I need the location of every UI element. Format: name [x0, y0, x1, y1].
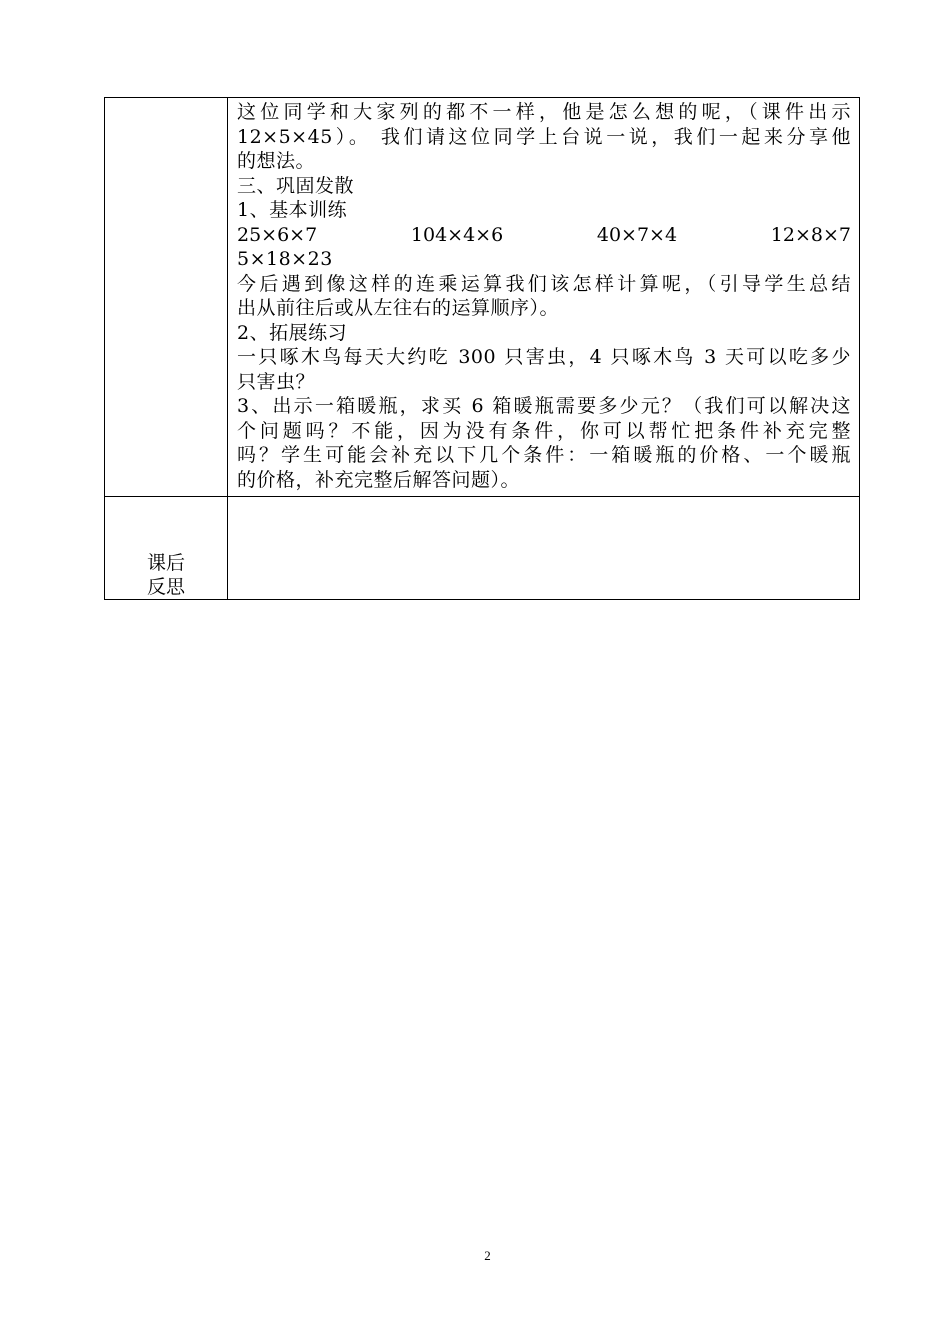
calc-expression: 5×18×23: [237, 248, 333, 270]
item-heading: 1、基本训练: [237, 199, 348, 221]
text-line: 12×5×45）。 我们请这位同学上台说一说，我们一起来分享他: [237, 125, 851, 148]
text-line: 的想法。: [237, 150, 316, 172]
calc-expression: 12×8×7: [770, 223, 851, 246]
reflection-label-line: 课后: [146, 552, 185, 574]
lesson-plan-table: [104, 97, 860, 600]
table-row: [105, 497, 860, 600]
section-heading: 三、巩固发散: [237, 174, 355, 197]
text-line: 吗？学生可能会补充以下几个条件：一箱暖瓶的价格、一个暖瓶: [237, 444, 851, 466]
calc-expression: 104×4×6: [410, 223, 504, 246]
row-label-empty: [105, 98, 228, 497]
text-line: 今后遇到像这样的连乘运算我们该怎样计算呢，（引导学生总结: [237, 272, 851, 295]
reflection-label: [105, 497, 228, 600]
lesson-content-cell: [228, 98, 860, 497]
text-line: 的价格，补充完整后解答问题）。: [237, 468, 521, 491]
text-line: 个问题吗？不能，因为没有条件，你可以帮忙把条件补充完整: [237, 419, 851, 442]
text-line: 3、出示一箱暖瓶，求买 6 箱暖瓶需要多少元？（我们可以解决这: [237, 395, 851, 417]
text-line: 只害虫？: [237, 370, 316, 393]
calc-row: [237, 223, 851, 248]
reflection-content-cell[interactable]: [228, 497, 860, 600]
page-number: 2: [484, 1248, 491, 1263]
reflection-label-line: 反思: [146, 576, 185, 598]
calc-expression: 25×6×7: [237, 223, 318, 246]
calc-expression: 40×7×4: [596, 223, 678, 246]
text-line: 出从前往后或从左往右的运算顺序）。: [237, 297, 560, 319]
text-line: 一只啄木鸟每天大约吃 300 只害虫，4 只啄木鸟 3 天可以吃多少: [237, 346, 851, 368]
text-line: 这位同学和大家列的都不一样，他是怎么想的呢，（课件出示: [237, 101, 851, 123]
item-heading: 2、拓展练习: [237, 321, 348, 344]
table-row: [105, 98, 860, 497]
